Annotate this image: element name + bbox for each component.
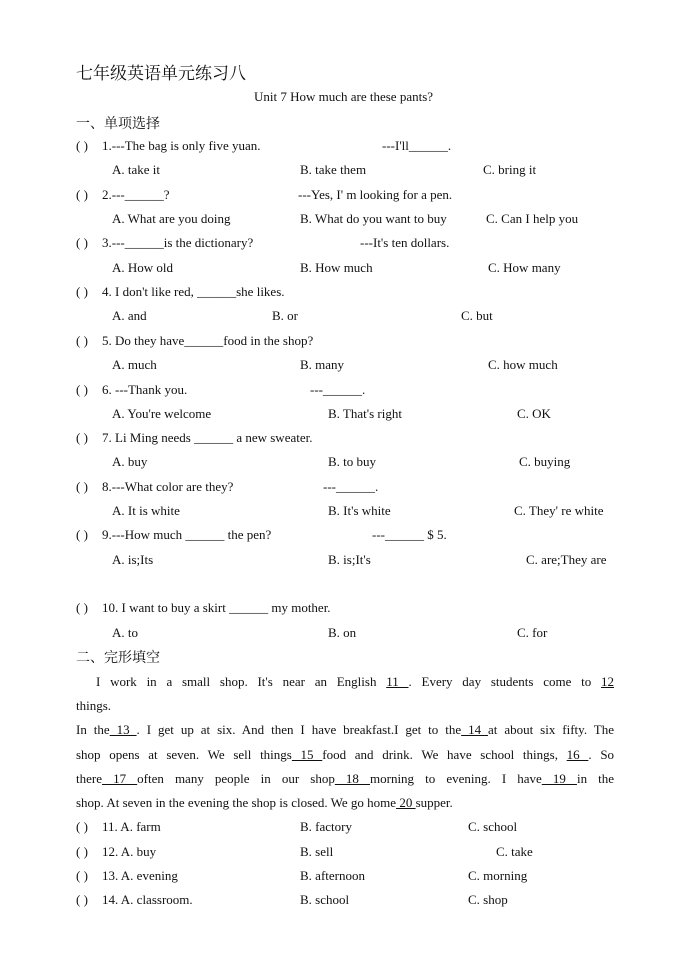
passage-text: morning to evening. I have (370, 771, 542, 786)
options-row (0, 160, 687, 180)
question-text: 8.---What color are they? (102, 479, 234, 494)
options-row (0, 404, 687, 424)
option-b: B. is;It's (328, 552, 371, 567)
option-a: A. How old (112, 260, 174, 275)
passage-text: supper. (415, 795, 453, 810)
option-a: 14. A. classroom. (102, 892, 193, 907)
page-title: 七年级英语单元练习八 (76, 64, 246, 84)
option-b: B. school (300, 892, 350, 907)
option-b: B. on (328, 625, 357, 640)
answer-paren: ( ) (76, 235, 88, 250)
question-row (0, 136, 687, 156)
options-row (0, 452, 687, 472)
passage-line (76, 769, 614, 789)
option-c: C. Can I help you (486, 211, 579, 226)
option-b: B. How much (300, 260, 373, 275)
option-c: C. OK (517, 406, 551, 421)
question-text: 3.---______is the dictionary? (102, 235, 254, 250)
option-a: A. is;Its (112, 552, 154, 567)
passage-line (96, 672, 614, 692)
answer-paren: ( ) (76, 138, 88, 153)
passage-text: shop. At seven in the evening the shop is closed. We go home (76, 795, 397, 810)
question-row (0, 282, 687, 302)
question-row (0, 233, 687, 253)
option-c: C. morning (468, 868, 528, 883)
option-b: B. sell (300, 844, 334, 859)
section-heading-multiple-choice: 一、单项选择 (76, 116, 160, 132)
question-text: 10. I want to buy a skirt ______ my mother. (102, 600, 331, 615)
question-row (0, 380, 687, 400)
option-a: A. to (112, 625, 138, 640)
option-a: A. and (112, 308, 147, 323)
cloze-row (0, 866, 687, 886)
passage-text: . I get up at six. And then I have breakfast.I get to the (136, 722, 462, 737)
option-b: B. afternoon (300, 868, 365, 883)
option-a: 12. A. buy (102, 844, 157, 859)
blank-11: 11 (386, 674, 409, 689)
option-b: B. take them (300, 162, 367, 177)
blank-19: 19 (541, 771, 577, 786)
question-row (0, 525, 687, 545)
answer-paren: ( ) (76, 892, 88, 907)
question-response: ---______. (323, 479, 379, 494)
option-c: C. how much (488, 357, 558, 372)
option-a: A. What are you doing (112, 211, 231, 226)
option-a: A. buy (112, 454, 148, 469)
cloze-row (0, 842, 687, 862)
passage-text: shop opens at seven. We sell things (76, 747, 292, 762)
question-row (0, 477, 687, 497)
option-c: C. buying (519, 454, 571, 469)
options-row (0, 355, 687, 375)
question-text: 6. ---Thank you. (102, 382, 188, 397)
blank-18: 18 (334, 771, 370, 786)
answer-paren: ( ) (76, 527, 88, 542)
passage-text: . Every day students come to (408, 674, 592, 689)
blank-12: 12 (601, 674, 615, 689)
question-response: ---I'll______. (382, 138, 452, 153)
blank-13: 13 (109, 722, 137, 737)
option-c: C. but (461, 308, 493, 323)
option-a: A. You're welcome (112, 406, 212, 421)
option-c: C. bring it (483, 162, 537, 177)
question-row (0, 331, 687, 351)
option-c: C. school (468, 819, 518, 834)
option-b: B. That's right (328, 406, 402, 421)
option-b: B. factory (300, 819, 352, 834)
passage-text: at about six fifty. The (488, 722, 614, 737)
question-response: ---Yes, I' m looking for a pen. (298, 187, 453, 202)
option-a: A. much (112, 357, 157, 372)
option-c: C. are;They are (526, 552, 607, 567)
options-row (0, 306, 687, 326)
blank-20: 20 (396, 795, 416, 810)
cloze-row (0, 817, 687, 837)
options-row (0, 209, 687, 229)
option-b: B. What do you want to buy (300, 211, 447, 226)
answer-paren: ( ) (76, 844, 88, 859)
options-row (0, 550, 687, 570)
option-a: A. take it (112, 162, 161, 177)
blank-17: 17 (101, 771, 138, 786)
answer-paren: ( ) (76, 600, 88, 615)
option-c: C. take (496, 844, 533, 859)
answer-paren: ( ) (76, 187, 88, 202)
option-b: B. or (272, 308, 298, 323)
question-text: 7. Li Ming needs ______ a new sweater. (102, 430, 313, 445)
question-response: ---It's ten dollars. (360, 235, 450, 250)
answer-paren: ( ) (76, 333, 88, 348)
question-text: 2.---______? (102, 187, 170, 202)
option-b: B. many (300, 357, 345, 372)
options-row (0, 501, 687, 521)
options-row (0, 258, 687, 278)
question-response: ---______. (310, 382, 366, 397)
option-c: C. They' re white (514, 503, 604, 518)
passage-text: there (76, 771, 102, 786)
blank-16: 16 (566, 747, 589, 762)
question-row (0, 598, 687, 618)
passage-text: . So (588, 747, 615, 762)
option-a: 11. A. farm (102, 819, 161, 834)
question-response: ---______ $ 5. (372, 527, 447, 542)
question-text: 4. I don't like red, ______she likes. (102, 284, 285, 299)
answer-paren: ( ) (76, 868, 88, 883)
question-text: 1.---The bag is only five yuan. (102, 138, 261, 153)
options-row (0, 623, 687, 643)
answer-paren: ( ) (76, 382, 88, 397)
passage-text: I work in a small shop. It's near an English (96, 674, 377, 689)
option-c: C. How many (488, 260, 561, 275)
option-c: C. shop (468, 892, 508, 907)
question-text: 5. Do they have______food in the shop? (102, 333, 314, 348)
answer-paren: ( ) (76, 479, 88, 494)
option-a: A. It is white (112, 503, 180, 518)
passage-line (76, 720, 614, 740)
question-row (0, 428, 687, 448)
answer-paren: ( ) (76, 284, 88, 299)
section-heading-cloze: 二、完形填空 (76, 650, 160, 666)
passage-text: In the (76, 722, 110, 737)
passage-text: often many people in our shop (137, 771, 335, 786)
blank-15: 15 (291, 747, 323, 762)
answer-paren: ( ) (76, 430, 88, 445)
passage-line: things. (76, 698, 112, 713)
passage-text: in the (576, 771, 615, 786)
unit-subtitle: Unit 7 How much are these pants? (253, 89, 434, 104)
option-c: C. for (517, 625, 548, 640)
cloze-row (0, 890, 687, 910)
option-b: B. to buy (328, 454, 377, 469)
answer-paren: ( ) (76, 819, 88, 834)
question-text: 9.---How much ______ the pen? (102, 527, 272, 542)
passage-line (76, 793, 614, 813)
question-row (0, 185, 687, 205)
passage-line (76, 745, 614, 765)
option-b: B. It's white (328, 503, 391, 518)
option-a: 13. A. evening (102, 868, 178, 883)
passage-text: food and drink. We have school things, (322, 747, 558, 762)
blank-14: 14 (461, 722, 489, 737)
